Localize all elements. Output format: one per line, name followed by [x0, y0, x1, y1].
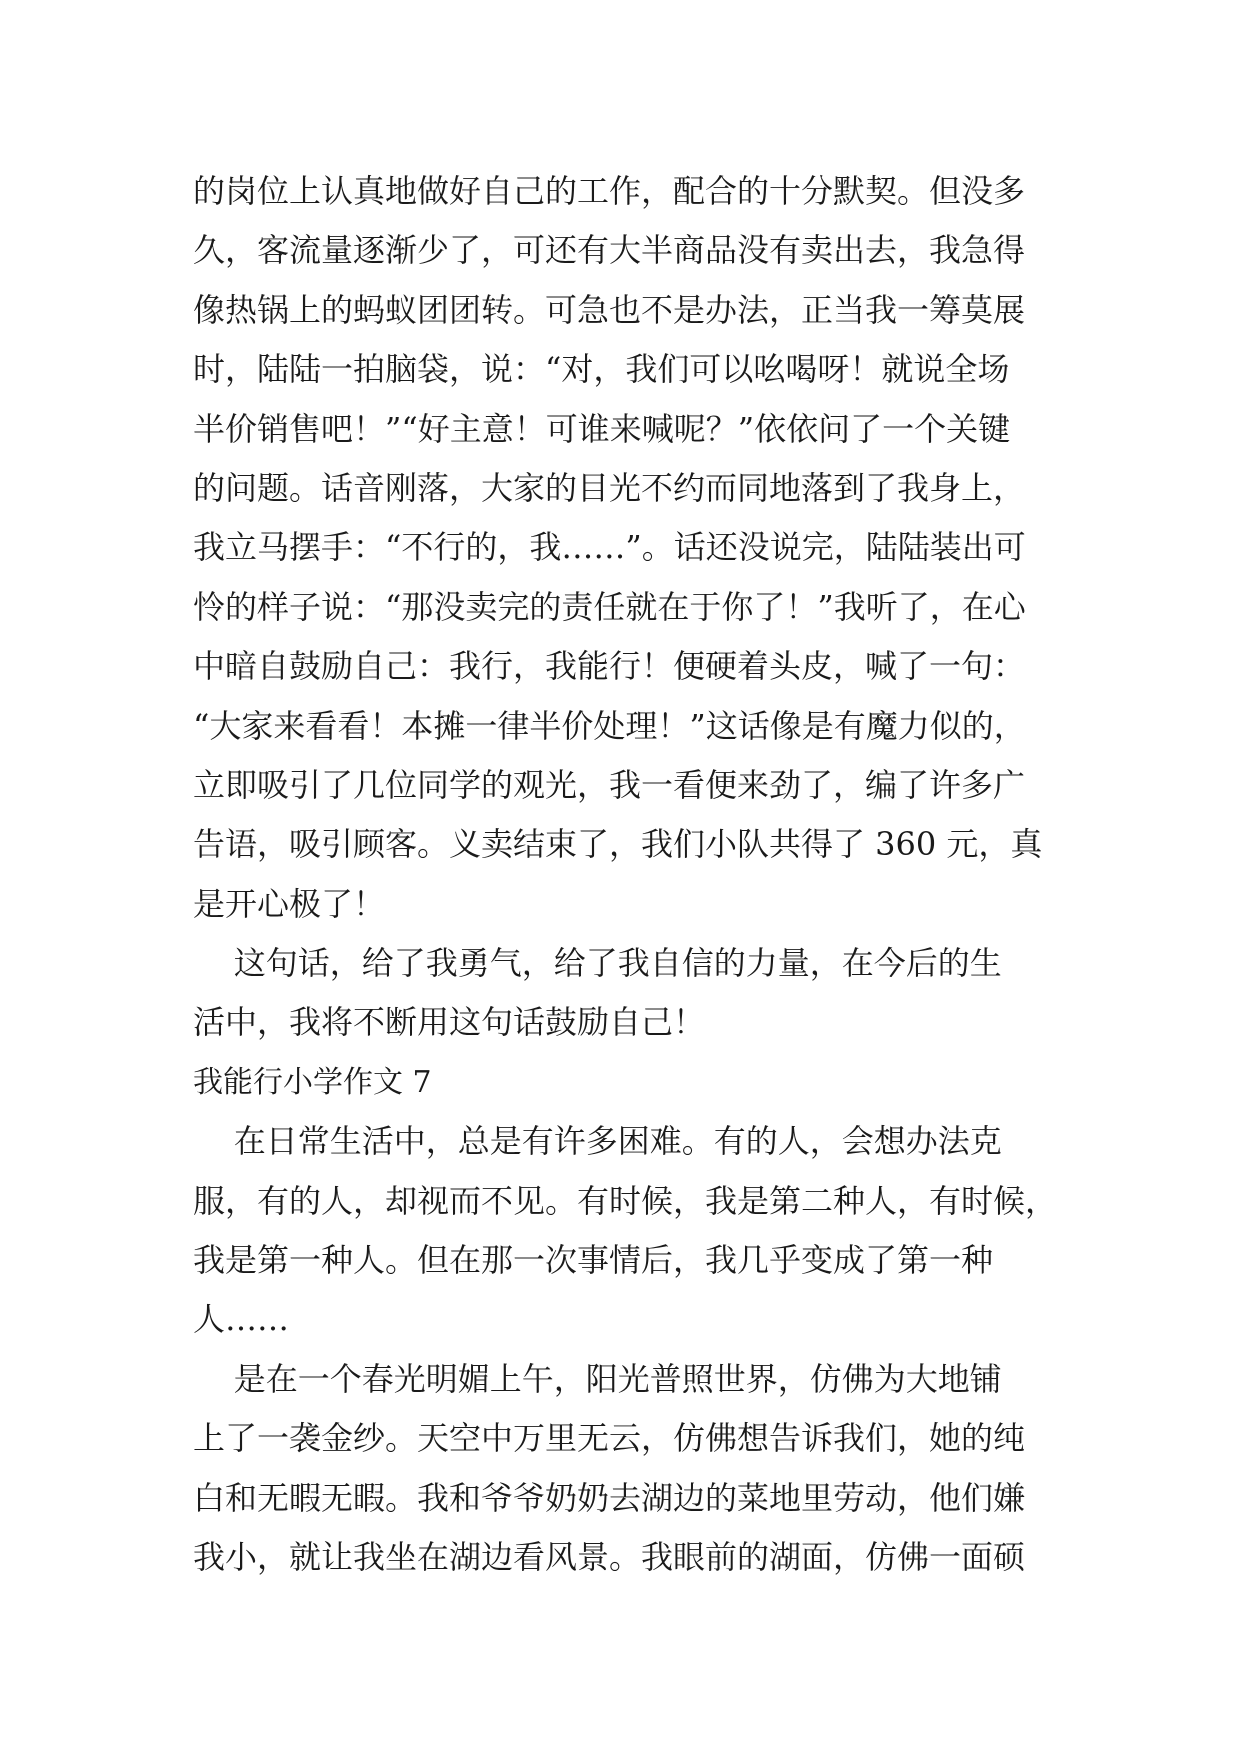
paragraph-line: 在日常生活中，总是有许多困难。有的人，会想办法克 [193, 1122, 1002, 1161]
text-line: 半价销售吧！”“好主意！可谁来喊呢？”依依问了一个关键 [193, 409, 1011, 448]
text-line: 白和无暇无暇。我和爷爷奶奶去湖边的菜地里劳动，他们嫌 [193, 1478, 1026, 1517]
text-line: 怜的样子说：“那没卖完的责任就在于你了！”我听了，在心 [193, 587, 1026, 626]
text-line: 我立马摆手：“不行的，我……”。话还没说完，陆陆装出可 [193, 528, 1026, 567]
paragraph-line: 这句话，给了我勇气，给了我自信的力量，在今后的生 [193, 944, 1002, 983]
text-line: 是开心极了！ [193, 884, 386, 923]
text-line: 活中，我将不断用这句话鼓励自己！ [193, 1003, 706, 1042]
text-line: 中暗自鼓励自己：我行，我能行！便硬着头皮，喊了一句： [193, 647, 1026, 686]
text-line: 上了一袭金纱。天空中万里无云，仿佛想告诉我们，她的纯 [193, 1419, 1026, 1458]
section-heading: 我能行小学作文 7 [193, 1064, 432, 1100]
text-line: 告语，吸引顾客。义卖结束了，我们小队共得了 360 元，真 [193, 825, 1043, 864]
text-line: 我小，就让我坐在湖边看风景。我眼前的湖面，仿佛一面硕 [193, 1537, 1026, 1576]
text-line: “大家来看看！本摊一律半价处理！”这话像是有魔力似的， [193, 706, 1026, 745]
text-line: 人…… [193, 1300, 290, 1339]
essay-body [193, 162, 1073, 1587]
text-line: 立即吸引了几位同学的观光，我一看便来劲了，编了许多广 [193, 765, 1026, 804]
text-line: 的问题。话音刚落，大家的目光不约而同地落到了我身上， [193, 468, 1026, 507]
text-line: 像热锅上的蚂蚁团团转。可急也不是办法，正当我一筹莫展 [193, 290, 1026, 329]
text-line: 久，客流量逐渐少了，可还有大半商品没有卖出去，我急得 [193, 231, 1026, 270]
text-line: 时，陆陆一拍脑袋，说：“对，我们可以吆喝呀！就说全场 [193, 350, 1010, 389]
paragraph-line: 是在一个春光明媚上午，阳光普照世界，仿佛为大地铺 [193, 1359, 1002, 1398]
text-line: 服，有的人，却视而不见。有时候，我是第二种人，有时候， [193, 1181, 1058, 1220]
text-line: 我是第一种人。但在那一次事情后，我几乎变成了第一种 [193, 1241, 994, 1280]
text-line: 的岗位上认真地做好自己的工作，配合的十分默契。但没多 [193, 172, 1026, 210]
